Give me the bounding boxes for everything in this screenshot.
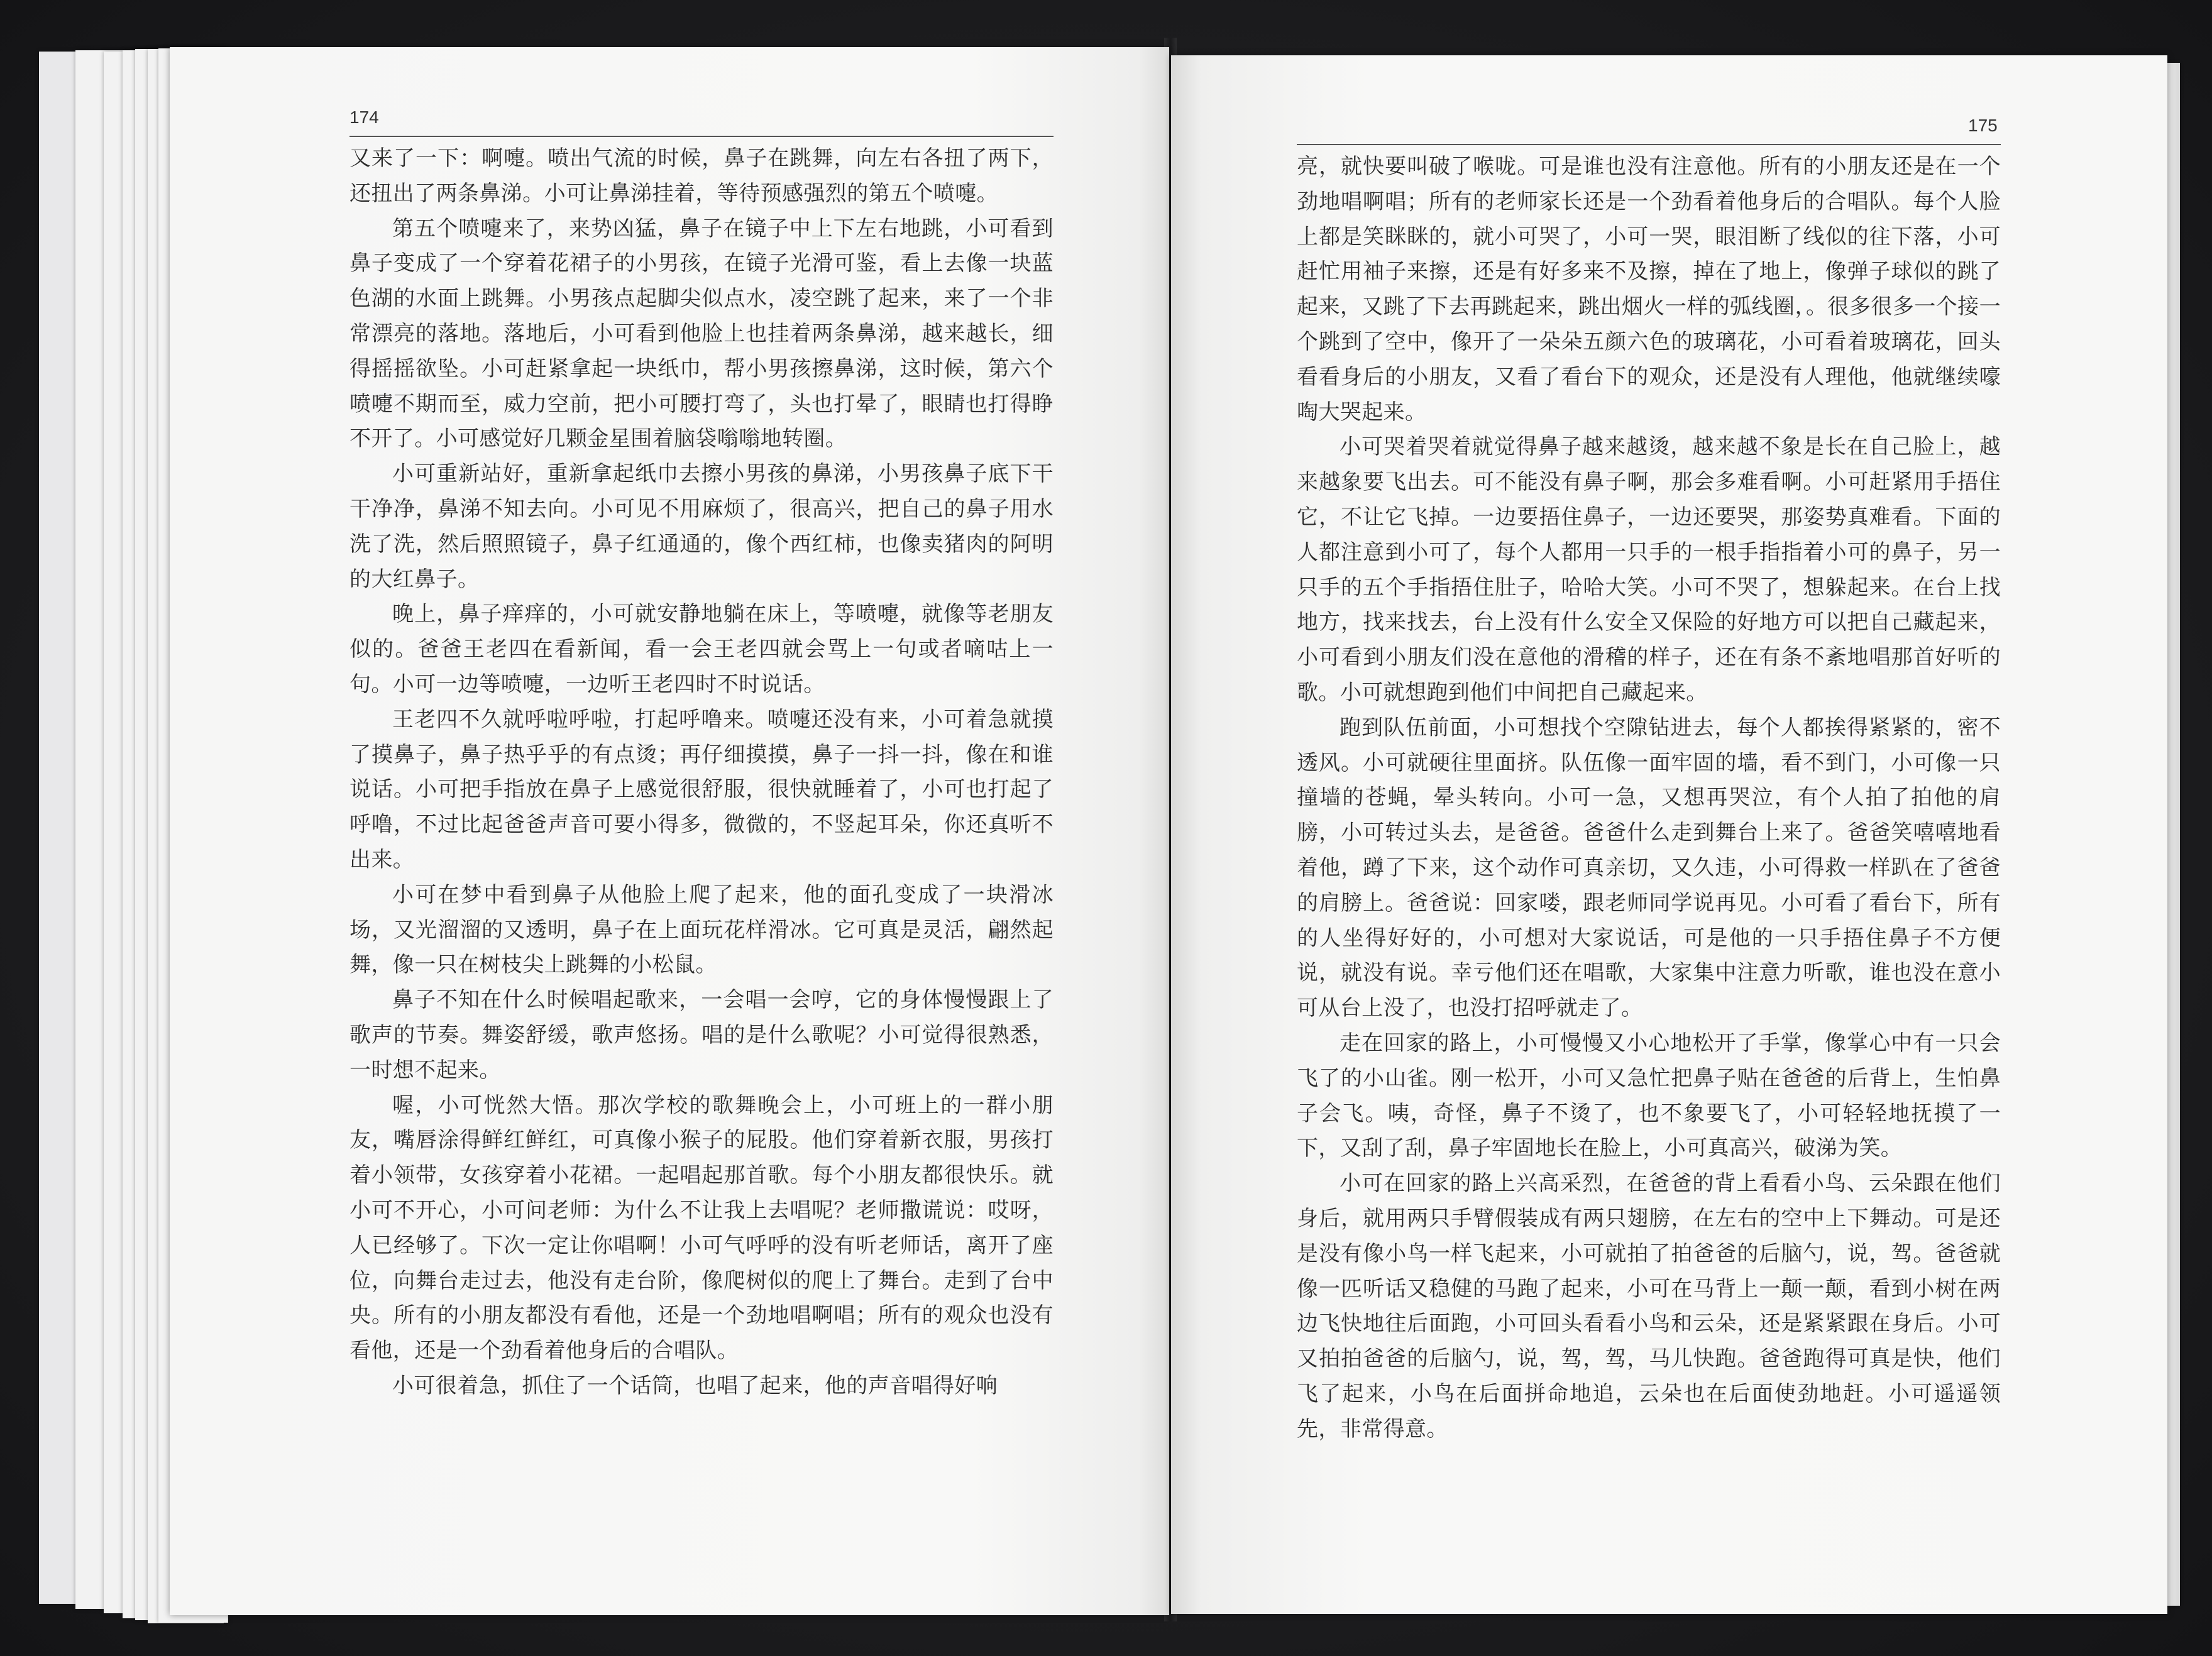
header-rule-right: [1297, 144, 2001, 145]
paragraph: 走在回家的路上，小可慢慢又小心地松开了手掌，像掌心中有一只会飞了的小山雀。刚一松开，小可又急忙把鼻子贴在爸爸的后背上，生怕鼻子会飞。咦，奇怪，鼻子不烫了，也不象要飞了，小可轻轻地抚摸了一下，又刮了刮，鼻子牢固地长在脸上，小可真高兴，破涕为笑。: [1297, 1030, 2001, 1161]
paragraph: 王老四不久就呼啦呼啦，打起呼噜来。喷嚏还没有来，小可着急就摸了摸鼻子，鼻子热乎乎的有点烫；再仔细摸摸，鼻子一抖一抖，像在和谁说话。小可把手指放在鼻子上感觉很舒服，很快就睡着了，小可也打起了呼噜，不过比起爸爸声音可要小得多，微微的，不竖起耳朵，你还真听不出来。: [349, 706, 1054, 872]
left-page: [170, 47, 1169, 1615]
page-number-right: 175: [1968, 116, 1998, 135]
paragraph: 亮，就快要叫破了喉咙。可是谁也没有注意他。所有的小朋友还是在一个劲地唱啊唱；所有的老师家长还是一个劲看着他身后的合唱队。每个人脸上都是笑眯眯的，就小可哭了，小可一哭，眼泪断了线似的往下落，小可赶忙用袖子来擦，还是有好多来不及擦，掉在了地上，像弹子球似的跳了起来，又跳了下去再跳起来，跳出烟火一样的弧线圈，。很多很多一个接一个跳到了空中，像开了一朵朵五颜六色的玻璃花，小可看着玻璃花，回头看看身后的小朋友，又看了看台下的观众，还是没有人理他，他就继续嚎啕大哭起来。: [1297, 154, 2001, 425]
paragraph: 跑到队伍前面，小可想找个空隙钻进去，每个人都挨得紧紧的，密不透风。小可就硬往里面挤。队伍像一面牢固的墙，看不到门，小可像一只撞墙的苍蝇，晕头转向。小可一急，又想再哭泣，有个人拍了拍他的肩膀，小可转过头去，是爸爸。爸爸什么走到舞台上来了。爸爸笑嘻嘻地看着他，蹲了下来，这个动作可真亲切，又久违，小可得救一样趴在了爸爸的肩膀上。爸爸说：回家喽，跟老师同学说再见。小可看了看台下，所有的人坐得好好的，小可想对大家说话，可是他的一只手捂住鼻子不方便说，就没有说。幸亏他们还在唱歌，大家集中注意力听歌，谁也没在意小可从台上没了，也没打招呼就走了。: [1297, 715, 2001, 1021]
right-page: [1171, 55, 2167, 1614]
page-number-left: 174: [349, 107, 379, 127]
paragraph: 晚上，鼻子痒痒的，小可就安静地躺在床上，等喷嚏，就像等老朋友似的。爸爸王老四在看新闻，看一会王老四就会骂上一句或者嘀咕上一句。小可一边等喷嚏，一边听王老四时不时说话。: [349, 601, 1054, 697]
paragraph: 小可在梦中看到鼻子从他脸上爬了起来，他的面孔变成了一块滑冰场，又光溜溜的又透明，鼻子在上面玩花样滑冰。它可真是灵活，翩然起舞，像一只在树枝尖上跳舞的小松鼠。: [349, 882, 1054, 978]
paragraph: 小可很着急，抓住了一个话筒，也唱了起来，他的声音唱得好响: [392, 1373, 998, 1398]
right-page-stack-edge: [2166, 63, 2180, 1606]
paragraph: 第五个喷嚏来了，来势凶猛，鼻子在镜子中上下左右地跳，小可看到鼻子变成了一个穿着花裙子的小男孩，在镜子光滑可鉴，看上去像一块蓝色湖的水面上跳舞。小男孩点起脚尖似点水，凌空跳了起来，来了一个非常漂亮的落地。落地后，小可看到他脸上也挂着两条鼻涕，越来越长，细得摇摇欲坠。小可赶紧拿起一块纸巾，帮小男孩擦鼻涕，这时候，第六个喷嚏不期而至，威力空前，把小可腰打弯了，头也打晕了，眼睛也打得睁不开了。小可感觉好几颗金星围着脑袋嗡嗡地转圈。: [349, 216, 1054, 452]
paragraph: 喔，小可恍然大悟。那次学校的歌舞晚会上，小可班上的一群小朋友，嘴唇涂得鲜红鲜红，可真像小猴子的屁股。他们穿着新衣服，男孩打着小领带，女孩穿着小花裙。一起唱起那首歌。每个小朋友都很快乐。就小可不开心，小可问老师：为什么不让我上去唱呢？老师撒谎说：哎呀，人已经够了。下次一定让你唱啊！小可气呼呼的没有听老师话，离开了座位，向舞台走过去，他没有走台阶，像爬树似的爬上了舞台。走到了台中央。所有的小朋友都没有看他，还是一个劲地唱啊唱；所有的观众也没有看他，还是一个劲看着他身后的合唱队。: [349, 1092, 1054, 1364]
paragraph: 小可重新站好，重新拿起纸巾去擦小男孩的鼻涕，小男孩鼻子底下干干净净，鼻涕不知去向。小可见不用麻烦了，很高兴，把自己的鼻子用水洗了洗，然后照照镜子，鼻子红通通的，像个西红柿，也像卖猪肉的阿明的大红鼻子。: [349, 461, 1054, 592]
left-page-body: [349, 141, 1054, 1404]
paragraph: 鼻子不知在什么时候唱起歌来，一会唱一会哼，它的身体慢慢跟上了歌声的节奏。舞姿舒缓，歌声悠扬。唱的是什么歌呢？小可觉得很熟悉，一时想不起来。: [349, 987, 1054, 1083]
paragraph: 小可哭着哭着就觉得鼻子越来越烫，越来越不象是长在自己脸上，越来越象要飞出去。可不能没有鼻子啊，那会多难看啊。小可赶紧用手捂住它，不让它飞掉。一边要捂住鼻子，一边还要哭，那姿势真难看。下面的人都注意到小可了，每个人都用一只手的一根手指指着小可的鼻子，另一只手的五个手指捂住肚子，哈哈大笑。小可不哭了，想躲起来。在台上找地方，找来找去，台上没有什么安全又保险的好地方可以把自己藏起来，小可看到小朋友们没在意他的滑稽的样子，还在有条不紊地唱那首好听的歌。小可就想跑到他们中间把自己藏起来。: [1297, 434, 2001, 705]
paragraph: 又来了一下：啊嚏。喷出气流的时候，鼻子在跳舞，向左右各扭了两下，还扭出了两条鼻涕。小可让鼻涕挂着，等待预感强烈的第五个喷嚏。: [349, 146, 1054, 206]
header-rule-left: [349, 136, 1054, 137]
right-page-body: [1297, 150, 2001, 1447]
paragraph: 小可在回家的路上兴高采烈，在爸爸的背上看看小鸟、云朵跟在他们身后，就用两只手臂假装成有两只翅膀，在左右的空中上下舞动。可是还是没有像小鸟一样飞起来，小可就拍了拍爸爸的后脑勺，说，驾。爸爸就像一匹听话又稳健的马跑了起来，小可在马背上一颠一颠，看到小树在两边飞快地往后面跑，小可回头看看小鸟和云朵，还是紧紧跟在身后。小可又拍拍爸爸的后脑勺，说，驾，驾，马儿快跑。爸爸跑得可真是快，他们飞了起来，小鸟在后面拼命地追，云朵也在后面使劲地赶。小可遥遥领先，非常得意。: [1297, 1171, 2001, 1442]
